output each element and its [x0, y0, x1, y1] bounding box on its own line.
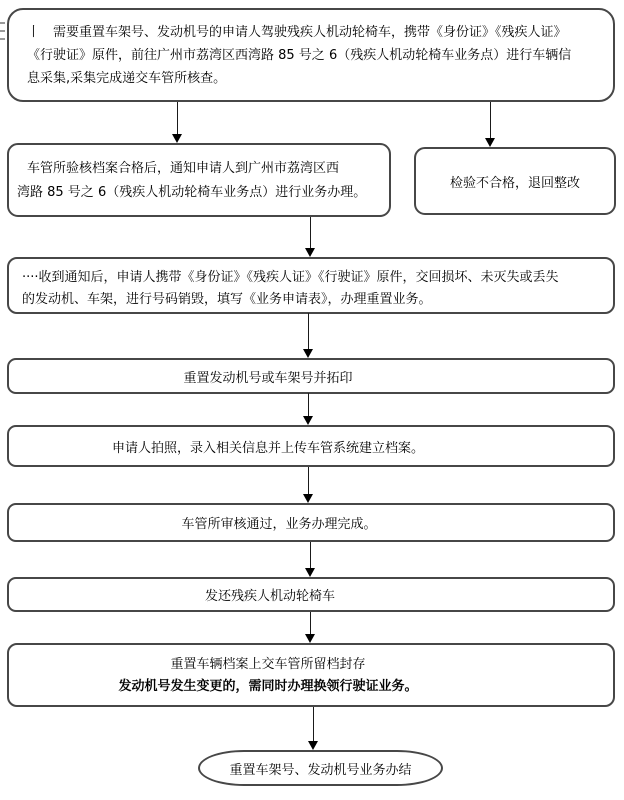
- archive-seal-line-1: 重置车辆档案上交车管所留档封存: [170, 657, 366, 672]
- arrow-head-down-icon: [305, 634, 315, 643]
- arrow-shaft: [310, 612, 311, 634]
- notify-line-1: ····收到通知后，申请人携带《身份证》《残疾人证》《行驶证》原件，交回损坏、未灭失或丢失: [22, 270, 559, 285]
- scan-artifact-marks: [0, 22, 6, 46]
- flow-arrow-reset-to-photo: [303, 393, 313, 425]
- arrow-head-down-icon: [305, 248, 315, 257]
- reset-stamp-text: 重置发动机号或车架号并拓印: [183, 370, 353, 386]
- arrow-head-down-icon: [303, 349, 313, 358]
- flow-node-reset-stamp: [7, 358, 615, 394]
- end-text: 重置车架号、发动机号业务办结: [229, 762, 412, 778]
- flow-arrow-return-to-archive: [305, 612, 315, 643]
- return-vehicle-text: 发还残疾人机动轮椅车: [204, 589, 335, 604]
- archive-seal-line-2-bold: 发动机号发生变更的，需同时办理换领行驶证业务。: [118, 679, 418, 694]
- flow-node-verify-fail: [414, 147, 616, 215]
- arrow-shaft: [310, 217, 311, 248]
- notify-line-2: 的发动机、车架，进行号码销毁，填写《业务申请表》，办理重置业务。: [22, 292, 432, 307]
- arrow-head-down-icon: [303, 416, 313, 425]
- arrow-head-down-icon: [305, 568, 315, 577]
- intro-line-3: 息采集,采集完成递交车管所核查。: [27, 71, 227, 86]
- flow-node-photo-archive: [7, 425, 615, 467]
- intro-line-2: 《行驶证》原件，前往广州市荔湾区西湾路 85 号之 6（残疾人机动轮椅车业务点）进行车辆信: [27, 48, 572, 63]
- scan-artifact-tick: [0, 30, 5, 32]
- arrow-head-down-icon: [485, 138, 495, 147]
- flow-arrow-intro-to-verify-pass: [172, 102, 182, 143]
- flow-node-end-terminator: [198, 750, 443, 786]
- scan-artifact-tick: [0, 38, 5, 40]
- arrow-shaft: [308, 393, 309, 416]
- flow-arrow-archive-to-end: [308, 707, 318, 750]
- flow-node-notify: [7, 257, 615, 314]
- arrow-shaft: [310, 542, 311, 568]
- flow-arrow-photo-to-review: [303, 467, 313, 503]
- arrow-shaft: [308, 313, 309, 349]
- verify-pass-line-1: 车管所验核档案合格后，通知申请人到广州市荔湾区西: [26, 161, 339, 176]
- flow-node-return-vehicle: [7, 577, 615, 612]
- flow-arrow-notify-to-reset: [303, 313, 313, 358]
- photo-archive-text: 申请人拍照，录入相关信息并上传车管系统建立档案。: [111, 440, 424, 456]
- review-complete-text: 车管所审核通过，业务办理完成。: [181, 517, 377, 532]
- arrow-head-down-icon: [303, 494, 313, 503]
- arrow-shaft: [177, 102, 178, 134]
- verify-fail-text: 检验不合格，退回整改: [449, 175, 580, 191]
- flow-arrow-verify-to-notify: [305, 217, 315, 257]
- flow-node-intro: [7, 8, 615, 102]
- arrow-shaft: [313, 707, 314, 741]
- intro-line-1: 丨 需要重置车架号、发动机号的申请人驾驶残疾人机动轮椅车，携带《身份证》《残疾人证》: [27, 25, 567, 40]
- arrow-head-down-icon: [308, 741, 318, 750]
- scan-artifact-tick: [0, 22, 5, 24]
- arrow-shaft: [490, 102, 491, 138]
- flow-node-archive-seal: [7, 643, 615, 707]
- flow-arrow-review-to-return: [305, 542, 315, 577]
- verify-pass-line-2: 湾路 85 号之 6（残疾人机动轮椅车业务点）进行业务办理。: [17, 185, 367, 200]
- arrow-head-down-icon: [172, 134, 182, 143]
- flow-arrow-intro-to-verify-fail: [485, 102, 495, 147]
- arrow-shaft: [308, 467, 309, 494]
- flow-node-verify-pass: [7, 143, 391, 217]
- flow-node-review-complete: [7, 503, 615, 542]
